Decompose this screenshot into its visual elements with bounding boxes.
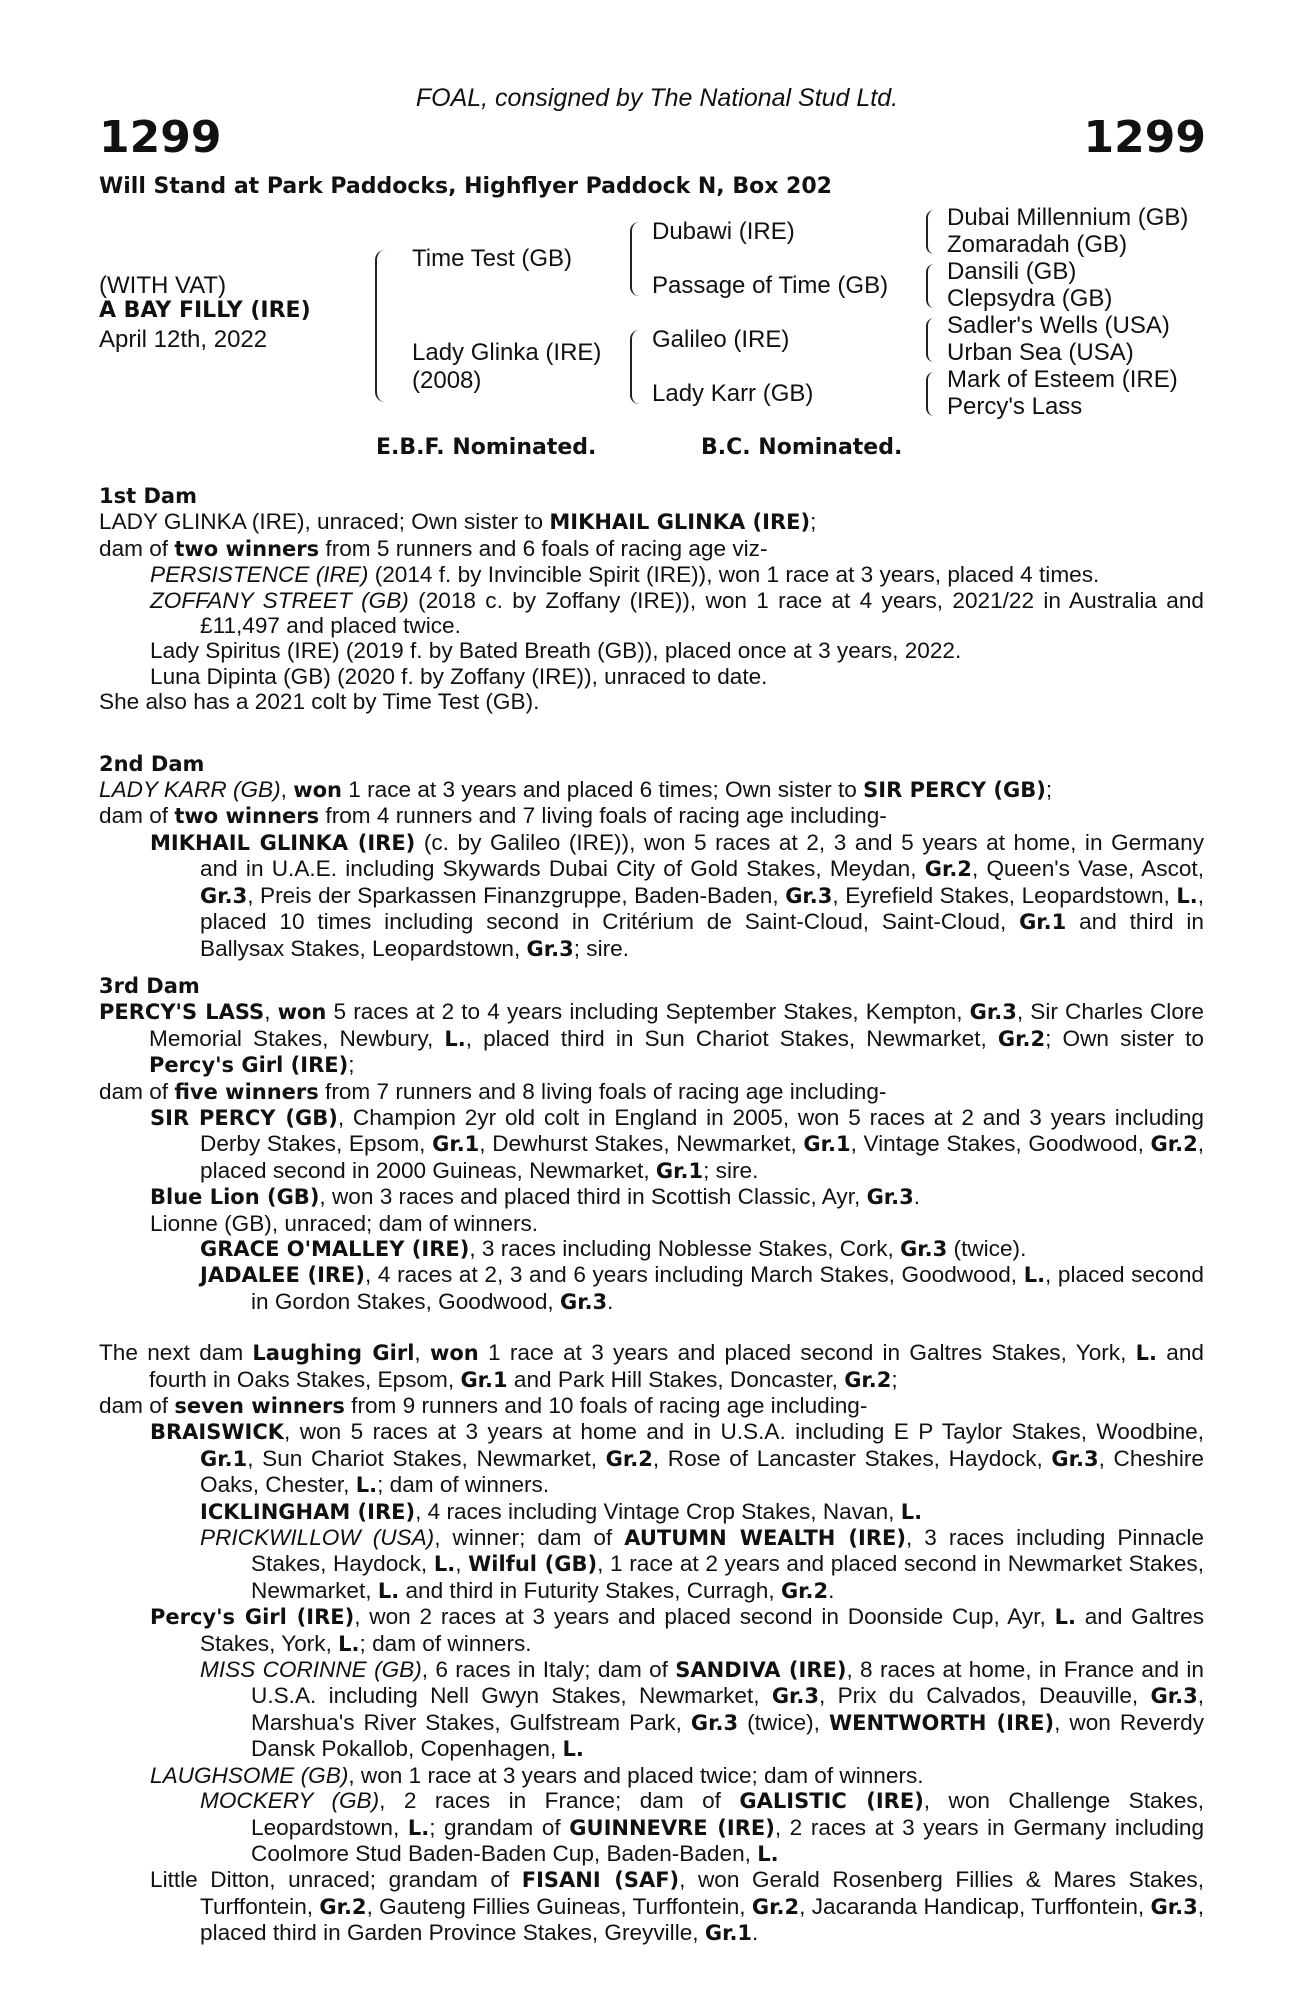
brace-gen3-1	[926, 210, 934, 254]
bc-nomination: B.C. Nominated.	[701, 435, 903, 460]
catalogue-body	[99, 484, 1204, 1947]
brace-gen3-4	[926, 372, 934, 416]
granddam-line-8: Percy's Lass	[947, 393, 1083, 420]
brace-gen3-3	[926, 318, 934, 362]
produce-mockery: MOCKERY (GB), 2 races in France; dam of GALISTIC (IRE), won Challenge Stakes, Leopardstown, L.; grandam of GUINNEVRE (IRE), 2 races at 3 years in Germany including Coolmore Stud Baden-Baden Cup, Baden-Baden, L.	[200, 1788, 1205, 1866]
third-dam-summary: PERCY'S LASS, won 5 races at 2 to 4 years including September Stakes, Kempton, Gr.3, Sir Charles Clore Memorial Stakes, Newbury, L., placed third in Sun Chariot Stakes, Newmarket, Gr.2; Own sister to Percy's Girl (IRE);	[99, 999, 1204, 1078]
produce-lady-spiritus: Lady Spiritus (IRE) (2019 f. by Bated Breath (GB)), placed once at 3 years, 2022.	[150, 638, 962, 664]
second-dam-record: dam of two winners from 4 runners and 7 living foals of racing age including-	[99, 803, 887, 829]
consignor-line: FOAL, consigned by The National Stud Ltd.	[415, 84, 899, 112]
heading-second-dam: 2nd Dam	[99, 751, 205, 776]
next-dam-summary: The next dam Laughing Girl, won 1 race at 3 years and placed second in Galtres Stakes, York, L. and fourth in Oaks Stakes, Epsom, Gr.1 and Park Hill Stakes, Doncaster, Gr.2;	[99, 1340, 1204, 1392]
heading-first-dam: 1st Dam	[99, 484, 197, 508]
granddam-line-4: Clepsydra (GB)	[947, 285, 1113, 312]
lot-number-right: 1299	[1083, 112, 1206, 163]
produce-zoffany-street: ZOFFANY STREET (GB) (2018 c. by Zoffany (IRE)), won 1 race at 4 years, 2021/22 in Australia and £11,497 and placed twice.	[150, 587, 1204, 639]
dam-dam: Lady Karr (GB)	[652, 380, 814, 407]
dam-year: (2008)	[412, 367, 482, 394]
produce-persistence: PERSISTENCE (IRE) (2014 f. by Invincible Spirit (IRE)), won 1 race at 3 years, placed 4 times.	[150, 562, 1100, 588]
ebf-nomination: E.B.F. Nominated.	[376, 435, 597, 460]
produce-blue-lion: Blue Lion (GB), won 3 races and placed third in Scottish Classic, Ayr, Gr.3.	[150, 1184, 921, 1210]
sire: Time Test (GB)	[412, 245, 573, 272]
heading-third-dam: 3rd Dam	[99, 973, 200, 998]
granddam-line-1: Dubai Millennium (GB)	[947, 204, 1189, 231]
third-dam-record: dam of five winners from 7 runners and 8 living foals of racing age including-	[99, 1078, 887, 1104]
brace-gen3-2	[926, 264, 934, 308]
lot-number-left: 1299	[99, 112, 222, 163]
granddam-line-5: Sadler's Wells (USA)	[947, 312, 1170, 339]
brace-generation-1	[375, 250, 385, 402]
produce-little-ditton: Little Ditton, unraced; grandam of FISANI (SAF), won Gerald Rosenberg Fillies & Mares Stakes, Turffontein, Gr.2, Gauteng Fillies Guineas, Turffontein, Gr.2, Jacaranda Handicap, Turffontein, Gr.3, placed third in Garden Province Stakes, Greyville, Gr.1.	[150, 1867, 1205, 1946]
produce-icklingham: ICKLINGHAM (IRE), 4 races including Vintage Crop Stakes, Navan, L.	[200, 1498, 923, 1524]
vat-note: (WITH VAT)	[99, 272, 227, 299]
produce-braiswick: BRAISWICK, won 5 races at 3 years at home and in U.S.A. including E P Taylor Stakes, Woodbine, Gr.1, Sun Chariot Stakes, Newmarket, Gr.2, Rose of Lancaster Stakes, Haydock, Gr.3, Cheshire Oaks, Chester, L.; dam of winners.	[150, 1419, 1204, 1498]
granddam-line-3: Dansili (GB)	[947, 258, 1077, 285]
dam-sire: Galileo (IRE)	[652, 326, 790, 353]
dam: Lady Glinka (IRE)	[412, 339, 602, 366]
granddam-line-7: Mark of Esteem (IRE)	[947, 366, 1178, 393]
produce-2021-colt: She also has a 2021 colt by Time Test (GB).	[99, 689, 540, 715]
produce-sir-percy: SIR PERCY (GB), Champion 2yr old colt in England in 2005, won 5 races at 2 and 3 years including Derby Stakes, Epsom, Gr.1, Dewhurst Stakes, Newmarket, Gr.1, Vintage Stakes, Goodwood, Gr.2, placed second in 2000 Guineas, Newmarket, Gr.1; sire.	[150, 1104, 1204, 1183]
foaling-date: April 12th, 2022	[99, 326, 268, 353]
produce-miss-corinne: MISS CORINNE (GB), 6 races in Italy; dam of SANDIVA (IRE), 8 races at home, in France and in U.S.A. including Nell Gwyn Stakes, Newmarket, Gr.3, Prix du Calvados, Deauville, Gr.3, Marshua's River Stakes, Gulfstream Park, Gr.3 (twice), WENTWORTH (IRE), won Reverdy Dansk Pokallob, Copenhagen, L.	[200, 1657, 1204, 1762]
second-dam-summary: LADY KARR (GB), won 1 race at 3 years and placed 6 times; Own sister to SIR PERCY (GB);	[99, 777, 1053, 803]
sire-sire: Dubawi (IRE)	[652, 218, 795, 245]
produce-prickwillow: PRICKWILLOW (USA), winner; dam of AUTUMN WEALTH (IRE), 3 races including Pinnacle Stakes, Haydock, L., Wilful (GB), 1 race at 2 years and placed second in Newmarket Stakes, Newmarket, L. and third in Futurity Stakes, Curragh, Gr.2.	[200, 1525, 1204, 1603]
produce-laughsome: LAUGHSOME (GB), won 1 race at 3 years and placed twice; dam of winners.	[150, 1762, 924, 1788]
produce-luna-dipinta: Luna Dipinta (GB) (2020 f. by Zoffany (IRE)), unraced to date.	[150, 663, 768, 689]
next-dam-record: dam of seven winners from 9 runners and 10 foals of racing age including-	[99, 1393, 868, 1418]
produce-mikhail-glinka: MIKHAIL GLINKA (IRE) (c. by Galileo (IRE)), won 5 races at 2, 3 and 5 years at home, in Germany and in U.A.E. including Skywards Dubai City of Gold Stakes, Meydan, Gr.2, Queen's Vase, Ascot, Gr.3, Preis der Sparkassen Finanzgruppe, Baden-Baden, Gr.3, Eyrefield Stakes, Leopardstown, L., placed 10 times including second in Critérium de Saint-Cloud, Saint-Cloud, Gr.1 and third in Ballysax Stakes, Leopardstown, Gr.3; sire.	[150, 829, 1205, 961]
produce-percys-girl: Percy's Girl (IRE), won 2 races at 3 years and placed second in Doonside Cup, Ayr, L. and Galtres Stakes, York, L.; dam of winners.	[150, 1604, 1205, 1656]
granddam-line-6: Urban Sea (USA)	[947, 339, 1134, 366]
stand-location: Will Stand at Park Paddocks, Highflyer Paddock N, Box 202	[99, 174, 832, 199]
sire-dam: Passage of Time (GB)	[652, 272, 889, 299]
subject-name: A BAY FILLY (IRE)	[99, 298, 311, 323]
produce-jadalee: JADALEE (IRE), 4 races at 2, 3 and 6 years including March Stakes, Goodwood, L., placed second in Gordon Stakes, Goodwood, Gr.3.	[200, 1262, 1204, 1314]
granddam-line-2: Zomaradah (GB)	[947, 231, 1128, 258]
first-dam-record: dam of two winners from 5 runners and 6 foals of racing age viz-	[99, 535, 768, 561]
produce-lionne: Lionne (GB), unraced; dam of winners.	[150, 1210, 539, 1236]
first-dam-summary: LADY GLINKA (IRE), unraced; Own sister to MIKHAIL GLINKA (IRE);	[99, 509, 817, 535]
brace-dam	[630, 330, 639, 404]
produce-grace-omalley: GRACE O'MALLEY (IRE), 3 races including Noblesse Stakes, Cork, Gr.3 (twice).	[200, 1235, 1027, 1261]
brace-sire	[630, 222, 639, 296]
